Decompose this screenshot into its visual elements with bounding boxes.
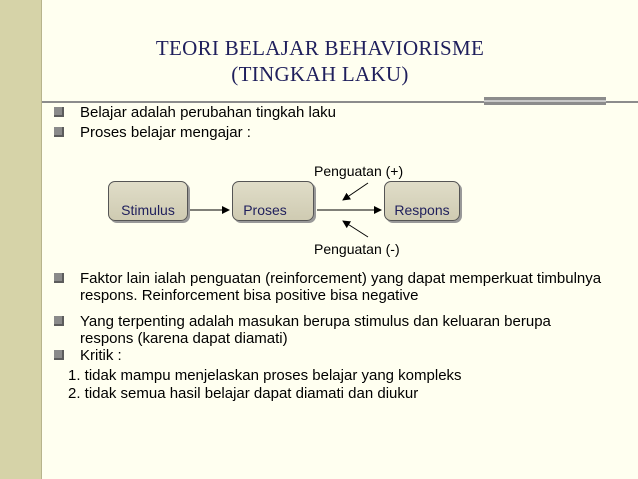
- bullet-square-icon: [54, 273, 64, 283]
- bullet-text: Proses belajar mengajar :: [80, 124, 251, 141]
- bullet-text-continued: respons. Reinforcement bisa positive bisa negative: [80, 287, 419, 304]
- bullet-square-icon: [54, 316, 64, 326]
- bullet-text: Faktor lain ialah penguatan (reinforcement) yang dapat memperkuat timbulnya: [80, 270, 602, 287]
- bullet-text-continued: respons (karena dapat diamati): [80, 330, 288, 347]
- bullet-square-icon: [54, 350, 64, 360]
- respons-label: Respons: [394, 202, 450, 218]
- reinforcement-negative-label: Penguatan (-): [314, 241, 400, 257]
- reinforcement-positive-label: Penguatan (+): [314, 163, 404, 179]
- bullet-text: Yang terpenting adalah masukan berupa stimulus dan keluaran berupa: [80, 313, 551, 330]
- arrow-negative-reinforcement: [343, 221, 368, 237]
- numbered-item: 1. tidak mampu menjelaskan proses belajar yang kompleks: [68, 367, 462, 384]
- numbered-item: 2. tidak semua hasil belajar dapat diamati dan diukur: [68, 385, 419, 402]
- slide-title: TEORI BELAJAR BEHAVIORISME: [155, 36, 485, 60]
- stimulus-label: Stimulus: [121, 202, 175, 218]
- slide-subtitle: (TINGKAH LAKU): [231, 62, 409, 86]
- bullet-text: Kritik :: [80, 347, 122, 364]
- arrow-positive-reinforcement: [343, 183, 368, 200]
- bullet-text: Belajar adalah perubahan tingkah laku: [80, 104, 337, 121]
- proses-label: Proses: [243, 202, 287, 218]
